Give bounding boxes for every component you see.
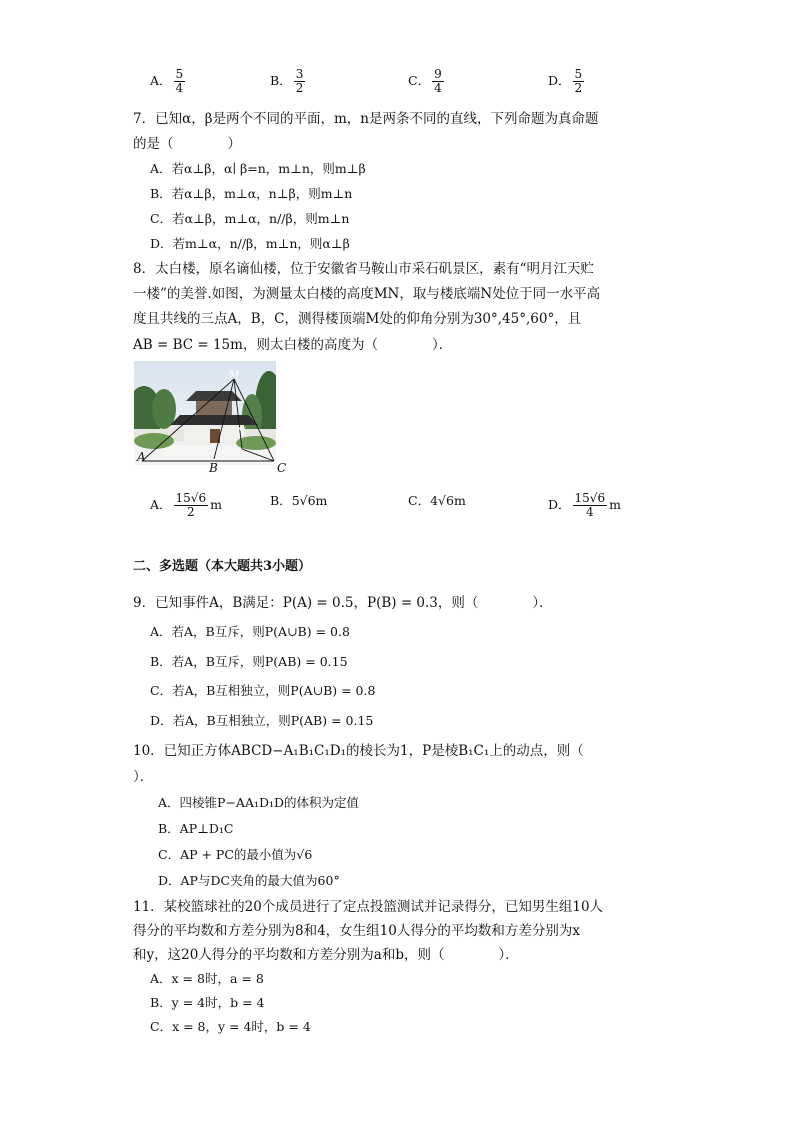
denominator: 2 <box>186 505 195 519</box>
q9-option-a: A．若A，B互斥，则P(A∪B) = 0.8 <box>150 624 350 639</box>
q6-option-d <box>548 68 586 95</box>
q10-stem-line1: 10．已知正方体ABCD−A₁B₁C₁D₁的棱长为1，P是棱B₁C₁上的动点，则（ <box>133 743 584 759</box>
option-label: A． <box>150 497 172 512</box>
q7-option-d: D．若m⊥α，n//β，m⊥n，则α⊥β <box>150 236 350 251</box>
option-label: D． <box>548 73 571 88</box>
option-label: B． <box>270 73 292 88</box>
q7-option-b: B．若α⊥β，m⊥α，n⊥β，则m⊥n <box>150 186 353 201</box>
option-label: B． <box>270 493 292 508</box>
unit: m <box>609 497 621 512</box>
q8-option-b <box>270 492 327 510</box>
q8-stem-line3: 度且共线的三点A，B，C，测得楼顶端M处的仰角分别为30°,45°,60°，且 <box>133 311 582 327</box>
label-m: M <box>229 370 240 381</box>
q8-stem-line1: 8．太白楼，原名谪仙楼，位于安徽省马鞍山市采石矶景区，素有“明月江天贮 <box>133 261 594 277</box>
fraction <box>573 68 585 95</box>
q9-option-c: C．若A，B互相独立，则P(A∪B) = 0.8 <box>150 683 376 698</box>
q8-option-d <box>548 492 621 519</box>
denominator: 4 <box>434 81 442 95</box>
numerator: 5 <box>574 67 583 81</box>
numerator: 3 <box>295 67 304 81</box>
numerator: 15√6 <box>574 491 606 505</box>
numerator: 15√6 <box>175 491 207 505</box>
q11-option-b: B．y = 4时，b = 4 <box>150 995 265 1010</box>
option-label: A． <box>150 73 172 88</box>
q7-stem-line2: 的是（ ） <box>133 136 241 152</box>
label-c: C <box>277 461 287 475</box>
option-label: C． <box>408 493 431 508</box>
q10-option-c: C．AP + PC的最小值为√6 <box>158 847 313 862</box>
q8-stem-line4: AB = BC = 15m，则太白楼的高度为（ ）． <box>133 337 453 353</box>
label-b: B <box>209 461 218 475</box>
q6-option-b <box>270 68 307 95</box>
q9-option-d: D．若A，B互相独立，则P(AB) = 0.15 <box>150 713 374 728</box>
q10-stem-line2: ）． <box>133 769 154 785</box>
denominator: 4 <box>585 505 594 519</box>
q10-option-a: A．四棱锥P−AA₁D₁D的体积为定值 <box>158 795 360 810</box>
q6-option-c <box>408 68 446 95</box>
q11-option-c: C．x = 8，y = 4时，b = 4 <box>150 1019 311 1034</box>
fraction <box>573 492 608 519</box>
fraction <box>174 492 209 519</box>
shrub <box>134 433 174 449</box>
denominator: 2 <box>574 81 583 95</box>
q11-stem-line3: 和y，这20人得分的平均数和方差分别为a和b，则（ ）． <box>133 947 519 963</box>
q8-stem-line2: 一楼”的美誉.如图，为测量太白楼的高度MN，取与楼底端N处位于同一水平高 <box>133 286 601 302</box>
q10-option-d: D．AP与DC夹角的最大值为60° <box>158 873 340 888</box>
q8-option-c <box>408 492 466 510</box>
q11-option-a: A．x = 8时，a = 8 <box>150 971 264 986</box>
option-value: 5√6m <box>291 493 328 508</box>
numerator: 5 <box>175 67 184 81</box>
denominator: 4 <box>175 81 184 95</box>
label-a: A <box>137 450 146 464</box>
section-heading-multiple-choice: 二、多选题（本大题共3小题） <box>133 559 312 574</box>
unit: m <box>210 497 222 512</box>
q7-stem-line1: 7．已知α，β是两个不同的平面，m，n是两条不同的直线，下列命题为真命题 <box>133 111 599 127</box>
fraction <box>432 68 444 95</box>
roof-lower <box>170 415 258 425</box>
option-label: D． <box>548 497 571 512</box>
label-n: N <box>237 427 246 438</box>
q11-stem-line2: 得分的平均数和方差分别为8和4，女生组10人得分的平均数和方差分别为x <box>133 923 580 939</box>
q8-option-a <box>150 492 222 519</box>
q11-stem-line1: 11．某校篮球社的20个成员进行了定点投篮测试并记录得分，已知男生组10人 <box>133 899 604 915</box>
denominator: 2 <box>295 81 304 95</box>
taibai-tower-figure <box>134 361 276 465</box>
q10-option-b: B．AP⊥D₁C <box>158 821 234 836</box>
q9-option-b: B．若A，B互斥，则P(AB) = 0.15 <box>150 654 348 669</box>
fraction <box>294 68 306 95</box>
option-label: C． <box>408 73 431 88</box>
fraction <box>174 68 186 95</box>
option-value: 4√6m <box>430 493 466 508</box>
q7-option-a: A．若α⊥β，α∣ β=n，m⊥n，则m⊥β <box>150 161 366 176</box>
q6-option-a <box>150 68 187 95</box>
q9-stem: 9．已知事件A，B满足：P(A) = 0.5，P(B) = 0.3，则（ ）． <box>133 595 553 611</box>
q7-option-c: C．若α⊥β，m⊥α，n//β，则m⊥n <box>150 211 350 226</box>
numerator: 9 <box>434 67 442 81</box>
